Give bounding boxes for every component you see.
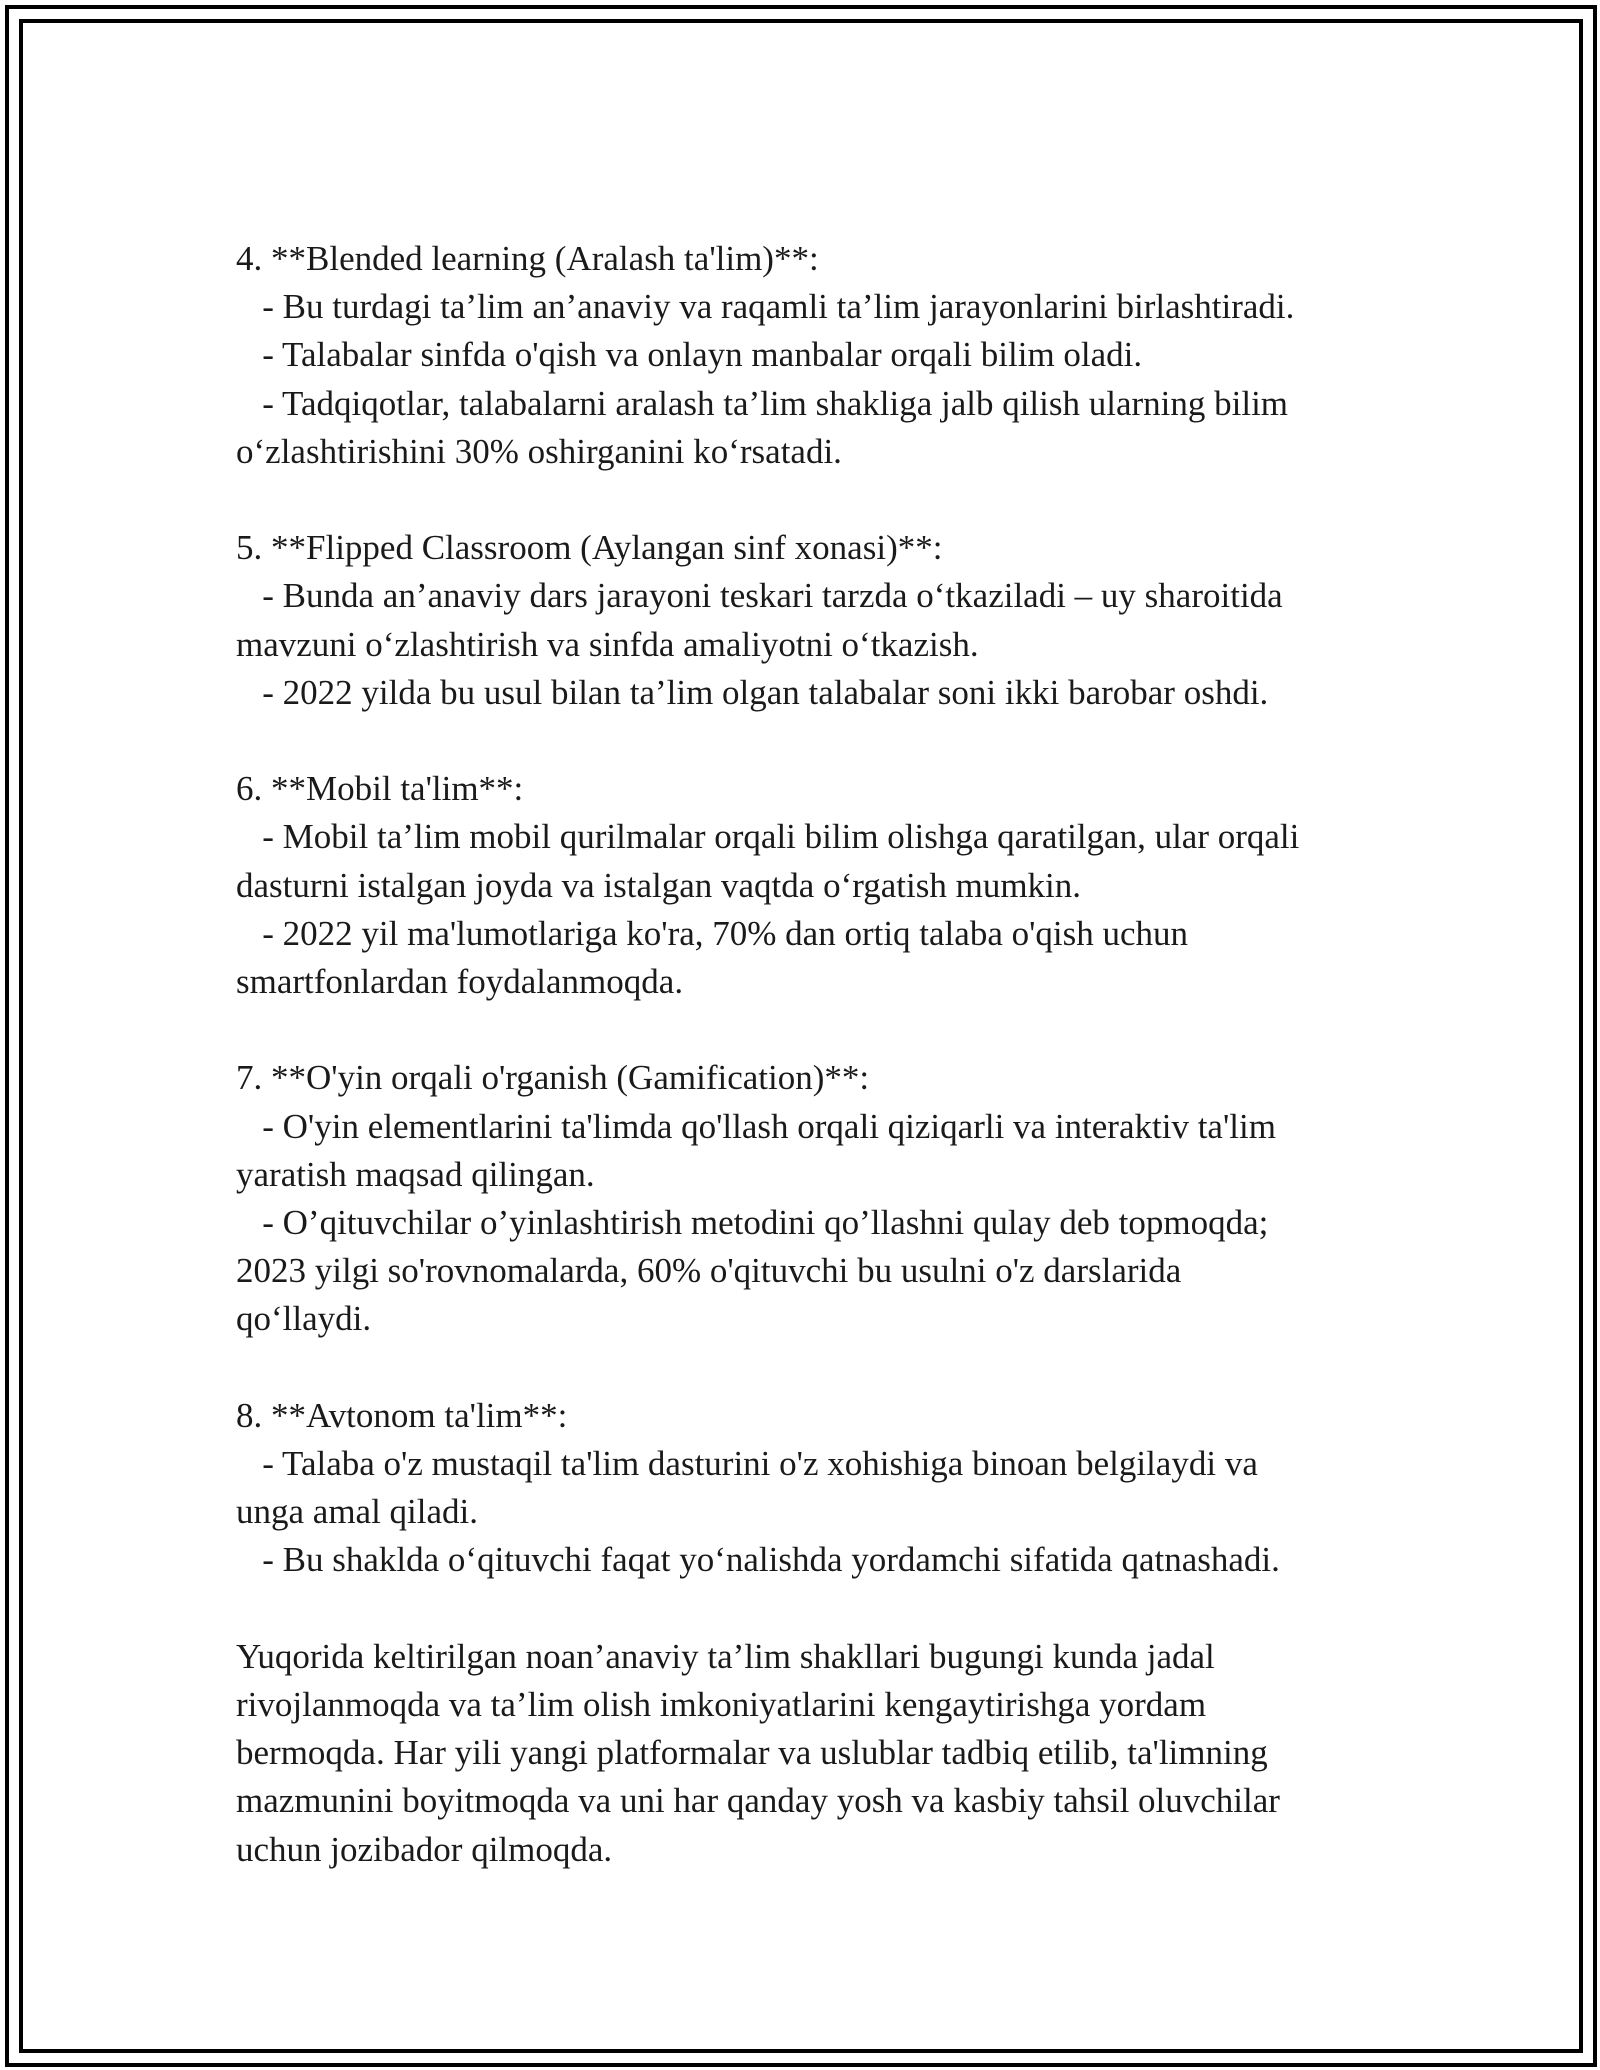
section-mobil-talim [236,765,1366,1006]
conclusion-line: Yuqorida keltirilgan noan’anaviy ta’lim shakllari bugungi kunda jadal [236,1636,1215,1676]
section-flipped-classroom [236,524,1366,717]
section-heading: 6. **Mobil ta'lim**: [236,769,524,809]
section-line: smartfonlardan foydalanmoqda. [236,962,684,1002]
section-line: unga amal qiladi. [236,1492,479,1532]
section-gamification [236,1054,1366,1343]
paragraph-gap [236,1006,1366,1054]
document-body [236,235,1366,1874]
section-line: - Talabalar sinfda o'qish va onlayn manbalar orqali bilim oladi. [236,335,1143,375]
section-line: - 2022 yilda bu usul bilan ta’lim olgan talabalar soni ikki barobar oshdi. [236,672,1269,712]
section-line: - Bu shakldа o‘qituvchi faqat yo‘nalishda yordamchi sifatida qatnashadi. [236,1540,1280,1580]
section-line: - Tadqiqotlar, talabalarni aralash ta’lim shakliga jalb qilish ularning bilim [236,383,1289,423]
section-heading: 5. **Flipped Classroom (Aylangan sinf xonasi)**: [236,528,943,568]
paragraph-gap [236,1585,1366,1633]
section-heading: 7. **O'yin orqali o'rganish (Gamification)**: [236,1058,870,1098]
section-line: 2023 yilgi so'rovnomalarda, 60% o'qituvchi bu usulni o'z darslarida [236,1251,1182,1291]
conclusion-paragraph [236,1633,1366,1874]
section-line: qo‘llaydi. [236,1299,372,1339]
section-line: - Mobil ta’lim mobil qurilmalar orqali bilim olishga qaratilgan, ular orqali [236,817,1300,857]
paragraph-gap [236,717,1366,765]
section-line: - O’qituvchilar o’yinlashtirish metodini qo’llashni qulay deb topmoqda; [236,1203,1269,1243]
section-line: o‘zlashtirishini 30% oshirganini ko‘rsatadi. [236,431,842,471]
paragraph-gap [236,1344,1366,1392]
conclusion-line: rivojlanmoqda va ta’lim olish imkoniyatlarini kengaytirishga yordam [236,1685,1207,1725]
section-avtonom-talim [236,1392,1366,1585]
section-line: dasturni istalgan joyda va istalgan vaqtda o‘rgatish mumkin. [236,865,1082,905]
section-heading: 4. **Blended learning (Aralash ta'lim)**: [236,239,819,278]
section-line: - 2022 yil ma'lumotlariga ko'ra, 70% dan ortiq talaba o'qish uchun [236,913,1189,953]
paragraph-gap [236,476,1366,524]
section-line: mavzuni o‘zlashtirish va sinfda amaliyotni o‘tkazish. [236,624,979,664]
section-line: yaratish maqsad qilingan. [236,1154,595,1194]
conclusion-line: bermoqda. Har yili yangi platformalar va uslublar tadbiq etilib, ta'limning [236,1733,1268,1773]
section-line: - O'yin elementlarini ta'limda qo'llash orqali qiziqarli va interaktiv ta'lim [236,1106,1276,1146]
section-line: - Talaba o'z mustaqil ta'lim dasturini o'z xohishiga binoan belgilaydi va [236,1444,1258,1484]
conclusion-line: uchun jozibador qilmoqda. [236,1829,613,1869]
section-heading: 8. **Avtonom ta'lim**: [236,1395,568,1435]
conclusion-line: mazmunini boyitmoqda va uni har qanday yosh va kasbiy tahsil oluvchilar [236,1781,1280,1821]
section-line: - Bu turdagi ta’lim an’anaviy va raqamli ta’lim jarayonlarini birlashtiradi. [236,287,1295,327]
section-blended-learning [236,235,1366,476]
section-line: - Bunda an’anaviy dars jarayoni teskari tarzda o‘tkaziladi – uy sharoitida [236,576,1283,616]
